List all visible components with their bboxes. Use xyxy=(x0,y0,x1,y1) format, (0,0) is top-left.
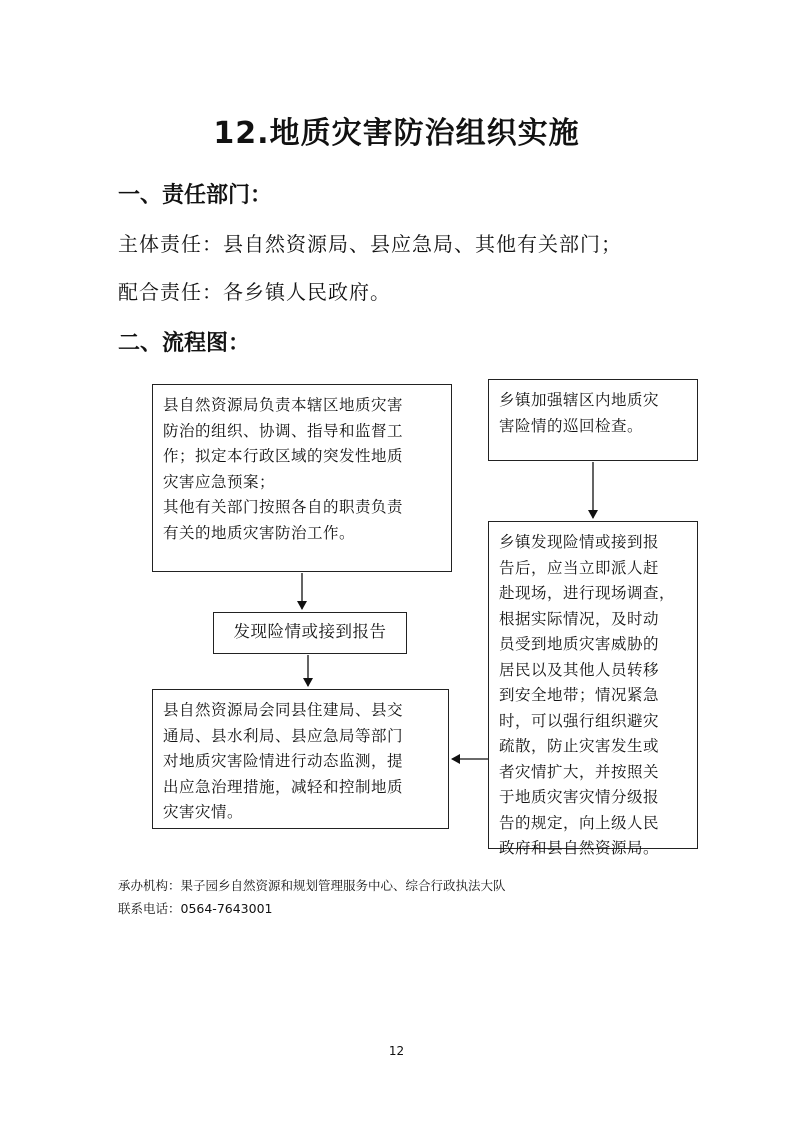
flow-box-line: 通局、县水利局、县应急局等部门 xyxy=(163,726,404,745)
flow-box-line: 出应急治理措施，减轻和控制地质 xyxy=(163,777,404,796)
flow-box-line: 告的规定，向上级人民 xyxy=(499,813,660,832)
flow-box-line: 乡镇发现险情或接到报 xyxy=(499,533,660,551)
page-number: 12 xyxy=(388,1044,405,1058)
flow-box-line: 作；拟定本行政区域的突发性地质 xyxy=(163,447,404,465)
footer-phone: 联系电话：0564-7643001 xyxy=(118,901,273,916)
flow-box-line: 害险情的巡回检查。 xyxy=(499,416,644,435)
flow-box-line: 根据实际情况，及时动 xyxy=(499,609,660,628)
flow-box-line: 疏散，防止灾害发生或 xyxy=(499,737,660,755)
flow-box-line: 对地质灾害险情进行动态监测，提 xyxy=(163,752,404,770)
flow-box-line: 县自然资源局负责本辖区地质灾害 xyxy=(163,396,404,414)
flow-box-line: 乡镇加强辖区内地质灾 xyxy=(499,391,660,409)
flow-box-line: 赴现场，进行现场调查， xyxy=(499,584,676,602)
flow-box-line: 于地质灾害灾情分级报 xyxy=(499,788,660,806)
flow-box-line: 告后，应当立即派人赶 xyxy=(499,558,660,577)
flow-box-line: 县自然资源局会同县住建局、县交 xyxy=(163,701,404,719)
primary-responsibility: 主体责任：县自然资源局、县应急局、其他有关部门； xyxy=(118,232,622,256)
secondary-responsibility: 配合责任：各乡镇人民政府。 xyxy=(118,280,391,304)
section-heading-departments: 一、责任部门： xyxy=(118,183,273,208)
footer-organizer: 承办机构：果子园乡自然资源和规划管理服务中心、综合行政执法大队 xyxy=(118,878,506,893)
flow-box-line: 到安全地带；情况紧急 xyxy=(499,686,660,704)
flow-box-line: 时，可以强行组织避灾 xyxy=(499,711,660,730)
flow-box-line: 防治的组织、协调、指导和监督工 xyxy=(163,421,404,440)
section-heading-flowchart: 二、流程图： xyxy=(118,331,251,356)
flow-box-line: 灾害灾情。 xyxy=(163,803,244,821)
flow-box-line: 政府和县自然资源局。 xyxy=(499,839,660,857)
flow-box-label: 发现险情或接到报告 xyxy=(233,622,387,641)
page-title: 12.地质灾害防治组织实施 xyxy=(213,116,580,151)
flow-box-line: 员受到地质灾害威胁的 xyxy=(499,635,660,653)
flow-box-line: 其他有关部门按照各自的职责负责 xyxy=(163,498,404,516)
flow-box-line: 有关的地质灾害防治工作。 xyxy=(163,523,356,542)
flow-box-line: 灾害应急预案； xyxy=(163,472,276,491)
flow-box-line: 居民以及其他人员转移 xyxy=(499,660,660,679)
flow-box-line: 者灾情扩大，并按照关 xyxy=(499,762,660,781)
